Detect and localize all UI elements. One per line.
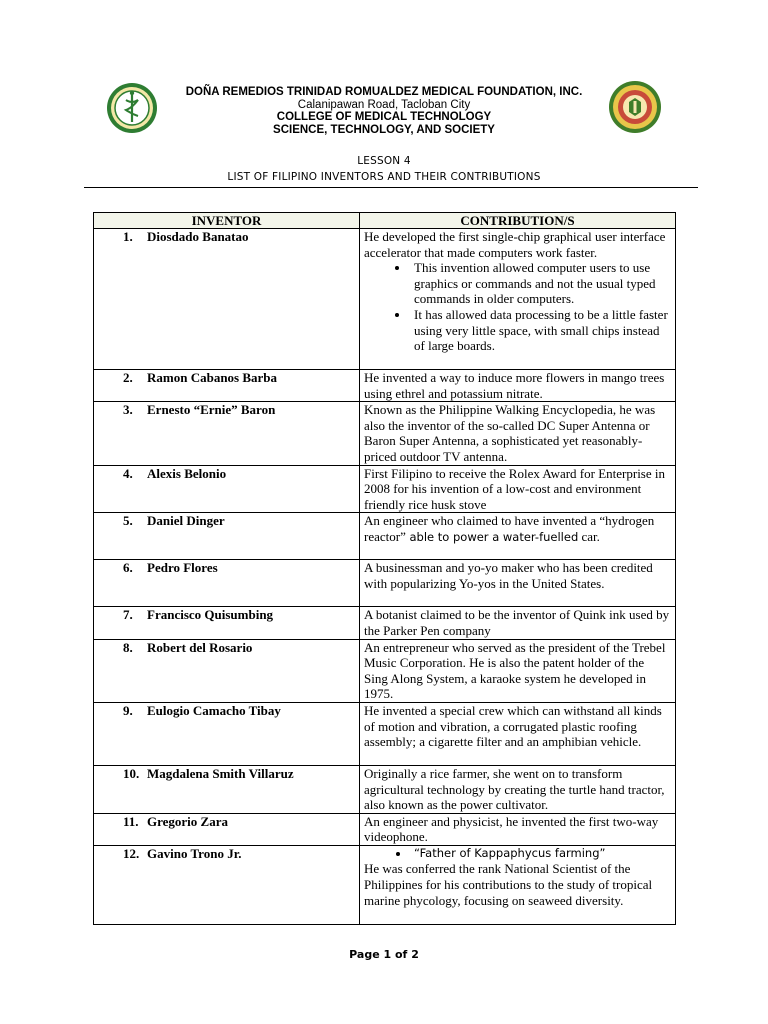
contribution-cell: First Filipino to receive the Rolex Award for Enterprise in 2008 for his invention of a low-cost and environment friendly rice husk stove <box>360 465 676 513</box>
inventor-name: Ernesto “Ernie” Baron <box>147 402 276 418</box>
contribution-cell <box>360 513 676 560</box>
row-number: 12. <box>123 845 140 861</box>
contribution-text: An engineer who claimed to have invented a “hydrogen reactor” <box>364 513 655 544</box>
table-header-row <box>94 213 676 229</box>
table-row <box>94 813 676 845</box>
organization-address: Calanipawan Road, Tacloban City <box>297 99 471 111</box>
row-number: 5. <box>123 513 133 529</box>
inventor-name: Diosdado Banatao <box>147 229 249 244</box>
page-label: Page <box>349 948 384 961</box>
page-number: 1 <box>383 948 392 961</box>
contribution-cell <box>360 229 676 370</box>
inventor-name: Ramon Cabanos Barba <box>147 370 278 385</box>
inventor-name: Gavino Trono Jr. <box>147 845 242 861</box>
table-row <box>94 370 676 402</box>
inventor-cell <box>94 639 360 702</box>
row-number: 7. <box>123 607 133 623</box>
bullet-item: • It has allowed data processing to be a little faster using very little space, with small chips instead of large boards. <box>410 307 671 354</box>
inventor-name: Alexis Belonio <box>147 465 227 481</box>
row-number: 9. <box>123 702 133 718</box>
bullet-item: • This invention allowed computer users to use graphics or commands and not the usual typed commands in older computers. <box>410 260 671 307</box>
table-row <box>94 229 676 370</box>
page-total: 2 <box>411 948 419 961</box>
inventor-cell <box>94 845 360 924</box>
contribution-cell: A botanist claimed to be the inventor of Quink ink used by the Parker Pen company <box>360 607 676 639</box>
table-row <box>94 639 676 702</box>
contribution-cell: Originally a rice farmer, she went on to transform agricultural technology by creating the turtle hand tractor, also known as the power cultivator. <box>360 765 676 813</box>
inventor-cell <box>94 229 360 370</box>
contribution-cell: He invented a way to induce more flowers in mango trees using ethrel and potassium nitrate. <box>360 370 676 402</box>
row-number: 8. <box>123 639 133 655</box>
header-divider <box>84 187 698 188</box>
contribution-cell <box>360 845 676 924</box>
inventor-name: Daniel Dinger <box>147 513 225 529</box>
contribution-text: car. <box>578 528 600 544</box>
inventor-cell <box>94 765 360 813</box>
table-row <box>94 702 676 765</box>
inventors-table <box>93 212 676 925</box>
contribution-cell: An entrepreneur who served as the president of the Trebel Music Corporation. He is also the patent holder of the Sing Along System, a karaoke system he developed in 1975. <box>360 639 676 702</box>
inventor-name: Magdalena Smith Villaruz <box>147 765 294 781</box>
row-number: 3. <box>123 402 133 418</box>
inventor-name: Pedro Flores <box>147 560 218 576</box>
inventor-cell <box>94 702 360 765</box>
contribution-text: He was conferred the rank National Scientist of the Philippines for his contributions to the study of tropical marine phycology, focusing on seaweed diversity. <box>364 861 653 908</box>
inventor-name: Eulogio Camacho Tibay <box>147 702 281 718</box>
contribution-cell: A businessman and yo-yo maker who has been credited with popularizing Yo-yos in the United States. <box>360 560 676 607</box>
inventor-cell <box>94 560 360 607</box>
row-number: 6. <box>123 560 133 576</box>
inventor-cell <box>94 402 360 465</box>
contribution-cell: Known as the Philippine Walking Encyclopedia, he was also the inventor of the so-called DC Super Antenna or Baron Super Antenna, a sophisticated yet reasonably-priced outdoor TV antenna. <box>360 402 676 465</box>
bullet-item: • “Father of Kappaphycus farming” <box>410 846 671 862</box>
contribution-column-header: CONTRIBUTION/S <box>360 213 676 229</box>
row-number: 2. <box>123 370 133 385</box>
row-number: 11. <box>123 813 139 829</box>
college-name: COLLEGE OF MEDICAL TECHNOLOGY <box>276 111 492 123</box>
inventor-cell <box>94 813 360 845</box>
table-row <box>94 845 676 924</box>
row-number: 10. <box>123 765 140 781</box>
inventor-column-header: INVENTOR <box>94 213 360 229</box>
table-row <box>94 402 676 465</box>
organization-name: DOÑA REMEDIOS TRINIDAD ROMUALDEZ MEDICAL FOUNDATION, INC. <box>185 86 583 98</box>
inventor-cell <box>94 465 360 513</box>
page-footer <box>0 948 768 961</box>
contribution-bullets <box>364 260 671 354</box>
lesson-title: LIST OF FILIPINO INVENTORS AND THEIR CONTRIBUTIONS <box>227 171 541 183</box>
subject-name: SCIENCE, TECHNOLOGY, AND SOCIETY <box>273 124 495 136</box>
row-number: 4. <box>123 465 133 481</box>
table-row <box>94 765 676 813</box>
inventor-cell <box>94 370 360 402</box>
lesson-number: LESSON 4 <box>357 155 411 167</box>
contribution-text-alt-font: able to power a water-fuelled <box>405 529 579 544</box>
contribution-bullets <box>364 846 671 862</box>
table-row <box>94 560 676 607</box>
table-row <box>94 513 676 560</box>
inventor-cell <box>94 607 360 639</box>
inventor-name: Robert del Rosario <box>147 639 253 655</box>
contribution-text: He developed the first single-chip graphical user interface accelerator that made computers work faster. <box>364 229 666 260</box>
table-row <box>94 607 676 639</box>
contribution-cell: An engineer and physicist, he invented the first two-way videophone. <box>360 813 676 845</box>
table-row <box>94 465 676 513</box>
contribution-cell: He invented a special crew which can withstand all kinds of motion and vibration, a corrugated plastic roofing assembly; a cigarette filter and an amphibian vehicle. <box>360 702 676 765</box>
row-number: 1. <box>123 229 133 244</box>
inventor-cell <box>94 513 360 560</box>
inventor-name: Francisco Quisumbing <box>147 607 274 623</box>
inventor-name: Gregorio Zara <box>147 813 228 829</box>
page-of-label: of <box>391 948 412 961</box>
